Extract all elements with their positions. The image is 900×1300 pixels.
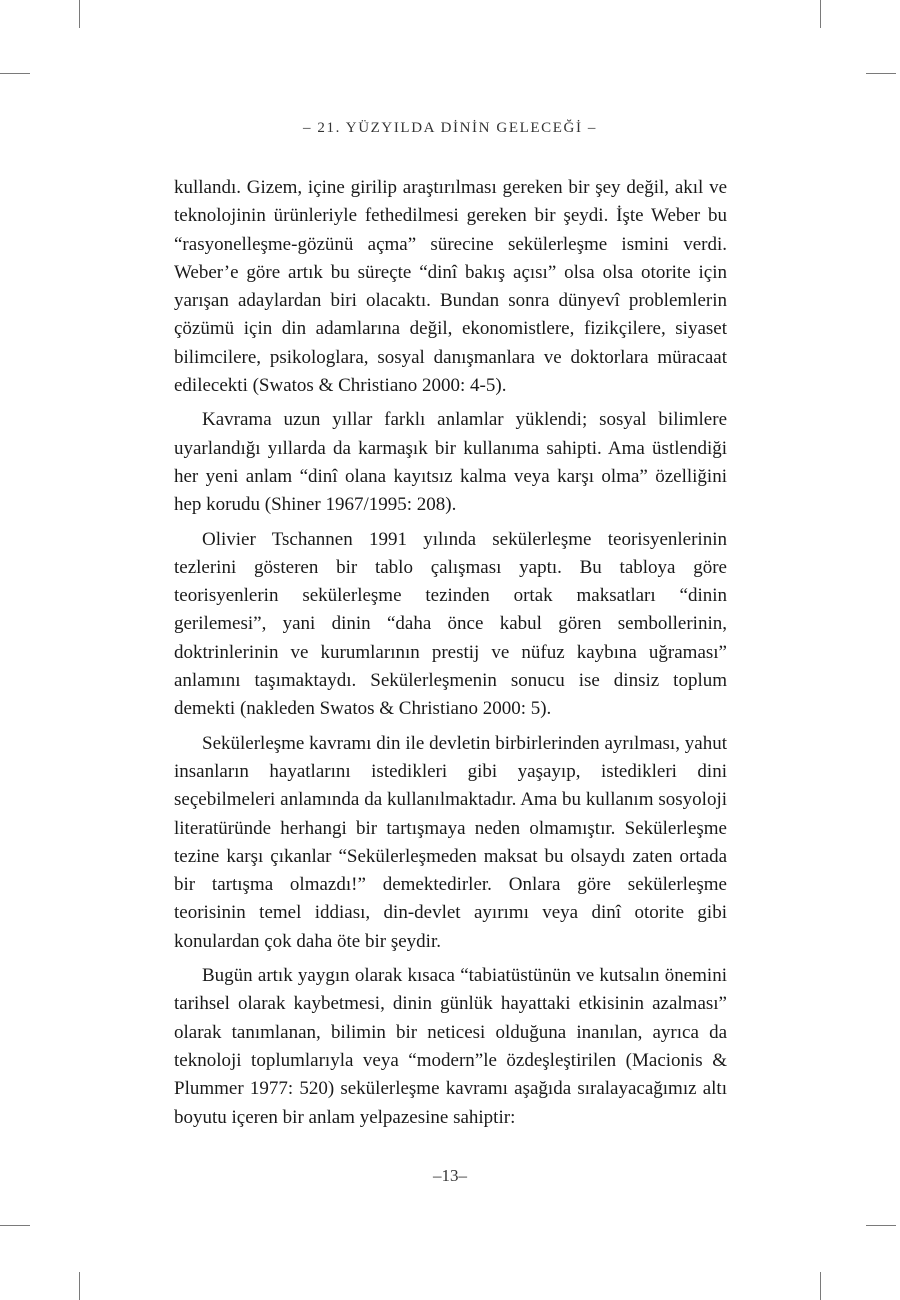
crop-mark-top-left bbox=[79, 0, 80, 28]
paragraph-2: Kavrama uzun yıllar farklı anlamlar yüklendi; sosyal bilimlere uyarlandığı yıllarda da karmaşık bir kullanıma sahipti. Ama üstlendiği her yeni anlam “dinî olana kayıtsız kalma veya karşı olma” özelliğini hep korudu (Shiner 1967/1995: 208). bbox=[174, 409, 727, 516]
crop-mark-right-upper bbox=[866, 73, 896, 74]
crop-mark-bottom-left bbox=[79, 1272, 80, 1300]
crop-mark-left-upper bbox=[0, 73, 30, 74]
body-text bbox=[174, 174, 727, 1138]
page-number: –13– bbox=[433, 1166, 467, 1185]
paragraph-5: Bugün artık yaygın olarak kısaca “tabiatüstünün ve kutsalın önemini tarihsel olarak kaybetmesi, dinin günlük hayattaki etkisinin azalması” olarak tanımlanan, bilimin bir neticesi olduğuna inanılan, ayrıca da teknoloji toplumlarıyla veya “modern”le özdeşleştirilen (Macionis & Plummer 1977: 520) sekülerleşme kavramı aşağıda sıralayacağımız altı boyutu içeren bir anlam yelpazesine sahiptir: bbox=[174, 965, 727, 1128]
paragraph-1: kullandı. Gizem, içine girilip araştırılması gereken bir şey değil, akıl ve teknolojinin ürünleriyle fethedilmesi gereken bir şeydi. İşte Weber bu “rasyonelleşme-gözünü açma” sürecine sekülerleşme ismini verdi. Weber’e göre artık bu süreçte “dinî bakış açısı” olsa olsa otorite için yarışan adaylardan biri olacaktı. Bundan sonra dünyevî problemlerin çözümü için din adamlarına değil, ekonomistlere, fizikçilere, siyaset bilimcilere, psikologlara, sosyal danışmanlara ve doktorlara müracaat edilecekti (Swatos & Christiano 2000: 4-5). bbox=[174, 177, 727, 397]
paragraph-3: Olivier Tschannen 1991 yılında sekülerleşme teorisyenlerinin tezlerini gösteren bir tablo çalışması yaptı. Bu tabloya göre teorisyenlerin sekülerleşme tezinden ortak maksatları “dinin gerilemesi”, yani dinin “daha önce kabul gören sembollerinin, doktrinlerinin ve kurumlarının prestij ve nüfuz kaybına uğraması” anlamını taşımaktaydı. Sekülerleşmenin sonucu ise dinsiz toplum demekti (nakleden Swatos & Christiano 2000: 5). bbox=[174, 528, 727, 720]
crop-mark-bottom-right bbox=[820, 1272, 821, 1300]
paragraph-4: Sekülerleşme kavramı din ile devletin birbirlerinden ayrılması, yahut insanların hayatlarını istedikleri gibi yaşayıp, istedikleri dini seçebilmeleri anlamında da kullanılmaktadır. Ama bu kullanım sosyoloji literatüründe herhangi bir tartışmaya neden olmamıştır. Sekülerleşme tezine karşı çıkanlar “Sekülerleşmeden maksat bu olsaydı zaten ortada bir tartışma olmazdı!” demektedirler. Onlara göre sekülerleşme teorisinin temel iddiası, din-devlet ayırımı veya dinî otorite gibi konulardan çok daha öte bir şeydir. bbox=[174, 732, 727, 952]
crop-mark-left-lower bbox=[0, 1225, 30, 1226]
running-header: – 21. YÜZYILDA DİNİN GELECEĞİ – bbox=[302, 120, 597, 136]
crop-mark-right-lower bbox=[866, 1225, 896, 1226]
crop-mark-top-right bbox=[820, 0, 821, 28]
